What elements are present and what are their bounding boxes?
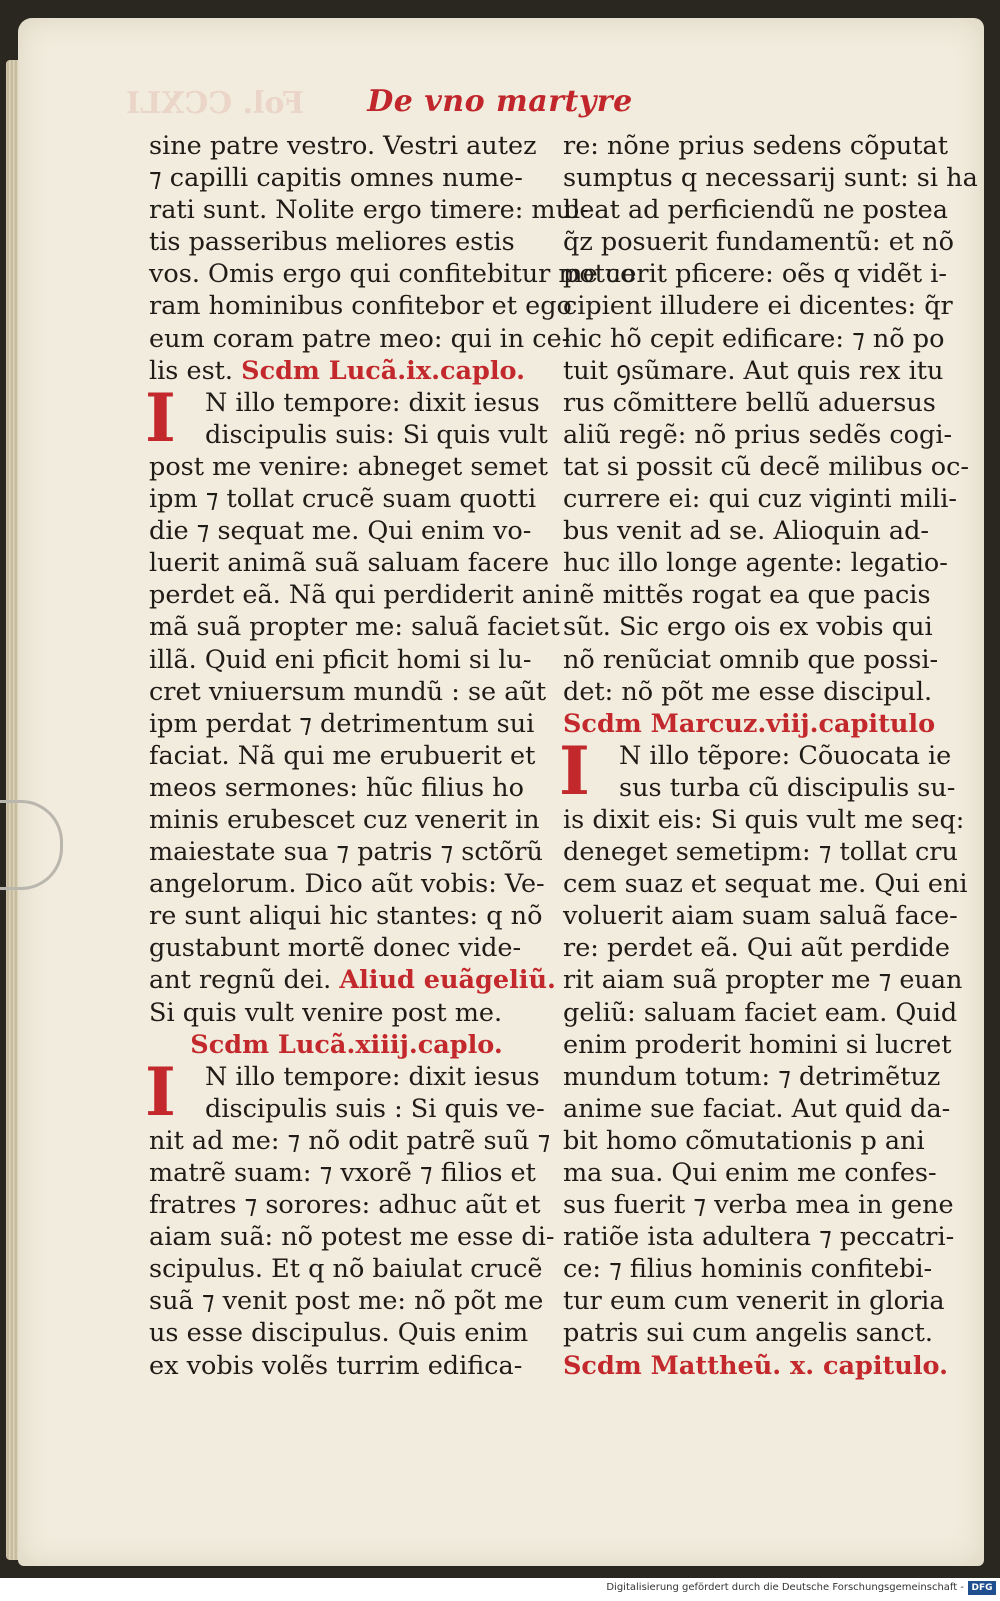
line-text: eum coram patre meo: qui in ce- bbox=[149, 323, 571, 354]
text-line bbox=[149, 355, 544, 387]
line-text: hic hõ cepit edificare: ⁊ nõ po bbox=[563, 323, 945, 354]
text-line bbox=[149, 644, 544, 676]
footer-bar bbox=[0, 1578, 1000, 1601]
text-line bbox=[149, 900, 544, 932]
text-line bbox=[149, 997, 544, 1029]
text-line bbox=[563, 868, 968, 900]
line-text: minis erubescet cuz venerit in bbox=[149, 804, 540, 835]
text-line bbox=[563, 1253, 958, 1285]
line-text: faciat. Nã qui me erubuerit et bbox=[149, 740, 536, 771]
digitization-credit: Digitalisierung gefördert durch die Deutsche Forschungsgemeinschaft - bbox=[606, 1582, 964, 1593]
dfg-logo: DFG bbox=[968, 1581, 996, 1595]
line-text: re: perdet eã. Qui aũt perdide bbox=[563, 933, 950, 964]
line-text: ipm ⁊ tollat crucẽ suam quotti bbox=[149, 484, 537, 515]
line-text: sus turba cũ discipulis su- bbox=[619, 772, 956, 803]
line-text: discipulis suis: Si quis vult bbox=[205, 419, 548, 450]
line-text: sus fuerit ⁊ verba mea in gene bbox=[563, 1190, 954, 1221]
text-line bbox=[563, 547, 958, 579]
line-text: nẽ mittẽs rogat ea que pacis bbox=[563, 580, 931, 611]
line-text: potuerit pficere: oẽs q vidẽt i- bbox=[563, 259, 947, 290]
text-line bbox=[149, 804, 544, 836]
text-line bbox=[149, 483, 544, 515]
line-text: ex vobis volẽs turrim edifica- bbox=[149, 1350, 523, 1381]
line-text: matrẽ suam: ⁊ vxorẽ ⁊ filios et bbox=[149, 1158, 536, 1188]
initial-capital: I bbox=[145, 378, 176, 457]
text-line bbox=[563, 1221, 958, 1253]
text-line bbox=[149, 226, 544, 258]
left-text-column bbox=[145, 130, 636, 1382]
line-text: angelorum. Dico aũt vobis: Ve- bbox=[149, 869, 545, 900]
line-text: tuit ꝯsũmare. Aut quis rex itu bbox=[563, 355, 944, 386]
rubric-heading: Scdm Lucã.xiiij.caplo. bbox=[190, 1029, 503, 1060]
text-line bbox=[563, 130, 958, 162]
line-text: mã suã propter me: saluã faciet bbox=[149, 612, 560, 643]
text-line bbox=[149, 1285, 544, 1317]
line-text: us esse discipulus. Quis enim bbox=[149, 1318, 529, 1349]
text-line bbox=[149, 772, 544, 804]
text-line bbox=[149, 194, 589, 226]
line-text: currere ei: qui cuz viginti mili- bbox=[563, 484, 957, 515]
text-line bbox=[563, 579, 958, 611]
text-line bbox=[149, 1125, 551, 1157]
line-text: rati sunt. Nolite ergo timere: mul- bbox=[149, 195, 589, 226]
text-line bbox=[149, 932, 544, 964]
text-line bbox=[149, 515, 544, 547]
right-text-column bbox=[559, 130, 978, 1382]
text-line bbox=[149, 1157, 544, 1189]
text-line bbox=[149, 1189, 544, 1221]
line-text: nit ad me: ⁊ nõ odit patrẽ suũ ⁊ bbox=[149, 1125, 551, 1156]
line-text: N illo tempore: dixit iesus bbox=[205, 1061, 540, 1092]
line-text: rit aiam suã propter me ⁊ euan bbox=[563, 965, 963, 996]
line-text: sũt. Sic ergo ois ex vobis qui bbox=[563, 612, 933, 643]
text-line bbox=[149, 323, 571, 355]
rubric-inline: Scdm Lucã.ix.caplo. bbox=[241, 355, 525, 386]
line-text: mundum totum: ⁊ detrimẽtuz bbox=[563, 1061, 941, 1092]
running-head: De vno martyre bbox=[367, 84, 633, 119]
text-line bbox=[563, 1285, 958, 1317]
line-text: ratiõe ista adultera ⁊ peccatri- bbox=[563, 1222, 955, 1253]
line-text: nõ renũciat omnib que possi- bbox=[563, 644, 939, 675]
line-text: post me venire: abneget semet bbox=[149, 451, 549, 482]
text-line bbox=[149, 451, 549, 483]
line-text: re: nõne prius sedens cõputat bbox=[563, 131, 948, 161]
line-text: deneget semetipm: ⁊ tollat cru bbox=[563, 837, 958, 868]
line-text: det: nõ põt me esse discipul. bbox=[563, 676, 933, 707]
text-line bbox=[563, 772, 958, 804]
line-text: cret vniuersum mundũ : se aũt bbox=[149, 676, 547, 707]
line-text: enim proderit homini si lucret bbox=[563, 1029, 952, 1060]
line-text: patris sui cum angelis sanct. bbox=[563, 1318, 933, 1349]
text-line bbox=[563, 355, 958, 387]
line-text: geliũ: saluam faciet eam. Quid bbox=[563, 997, 958, 1028]
line-text: cem suaz et sequat me. Qui eni bbox=[563, 869, 968, 900]
text-line bbox=[563, 1029, 958, 1061]
text-line bbox=[563, 900, 958, 932]
line-text: sumptus q necessarij sunt: si ha bbox=[563, 163, 978, 194]
text-line bbox=[563, 226, 958, 258]
line-text: ⁊ capilli capitis omnes nume- bbox=[149, 163, 523, 194]
text-line bbox=[563, 997, 958, 1029]
line-text: huc illo longe agente: legatio- bbox=[563, 548, 948, 579]
text-line bbox=[149, 708, 544, 740]
line-text: suã ⁊ venit post me: nõ põt me bbox=[149, 1286, 544, 1317]
text-line bbox=[149, 611, 560, 643]
line-text: tis passeribus meliores estis bbox=[149, 227, 515, 258]
text-line bbox=[563, 1061, 958, 1093]
text-line bbox=[149, 258, 636, 290]
text-line bbox=[563, 932, 958, 964]
text-line bbox=[563, 483, 958, 515]
text-line bbox=[563, 1125, 958, 1157]
line-text: voluerit aiam suam saluã face- bbox=[563, 901, 958, 932]
text-line bbox=[563, 451, 970, 483]
line-text: bit homo cõmutationis p ani bbox=[563, 1125, 925, 1156]
line-text: re sunt aliqui hic stantes: q nõ bbox=[149, 901, 543, 932]
line-text: sine patre vestro. Vestri autez bbox=[149, 131, 537, 161]
rubric-heading: Scdm Marcuz.viij.capitulo bbox=[563, 708, 936, 739]
text-line bbox=[149, 419, 548, 451]
line-text: ma sua. Qui enim me confes- bbox=[563, 1158, 937, 1188]
text-line bbox=[563, 162, 978, 194]
text-line bbox=[149, 1350, 544, 1382]
text-line bbox=[563, 676, 958, 708]
line-text: discipulis suis : Si quis ve- bbox=[205, 1093, 545, 1124]
line-text: perdet eã. Nã qui perdiderit ani bbox=[149, 580, 562, 611]
line-text: meos sermones: hũc filius ho bbox=[149, 772, 524, 803]
line-text: ipm perdat ⁊ detrimentum sui bbox=[149, 708, 535, 739]
line-text: fratres ⁊ sorores: adhuc aũt et bbox=[149, 1190, 541, 1221]
text-line bbox=[149, 964, 556, 996]
text-line bbox=[563, 644, 958, 676]
text-line bbox=[563, 836, 958, 868]
text-line bbox=[563, 194, 958, 226]
line-text: cipient illudere ei dicentes: q̃r bbox=[563, 291, 953, 322]
line-text: tur eum cum venerit in gloria bbox=[563, 1286, 945, 1317]
line-text: ce: ⁊ filius hominis confitebi- bbox=[563, 1254, 933, 1285]
text-line bbox=[563, 515, 958, 547]
text-line bbox=[149, 868, 544, 900]
text-line bbox=[563, 804, 965, 836]
line-text: ant regnũ dei. bbox=[149, 965, 332, 996]
line-text: gustabunt mortẽ donec vide- bbox=[149, 933, 522, 964]
text-line bbox=[563, 611, 958, 643]
line-text: Si quis vult venire post me. bbox=[149, 997, 503, 1028]
text-line bbox=[563, 1317, 958, 1349]
text-line bbox=[563, 1093, 958, 1125]
text-line bbox=[149, 740, 544, 772]
line-text: N illo tempore: dixit iesus bbox=[205, 387, 540, 418]
text-line bbox=[149, 836, 544, 868]
line-text: illã. Quid eni pficit homi si lu- bbox=[149, 644, 532, 675]
line-text: q̃z posuerit fundamentũ: et nõ bbox=[563, 227, 954, 258]
bleed-through-folio: Fol. CCXLI bbox=[126, 86, 305, 121]
line-text: N illo tẽpore: Cõuocata ie bbox=[619, 740, 952, 771]
line-text: aliũ regẽ: nõ prius sedẽs cogi- bbox=[563, 419, 953, 450]
line-text: vos. Omis ergo qui confitebitur me co bbox=[149, 259, 636, 290]
text-line bbox=[149, 1253, 544, 1285]
initial-capital: I bbox=[559, 731, 590, 810]
text-line bbox=[149, 162, 544, 194]
text-line bbox=[149, 676, 547, 708]
line-text: die ⁊ sequat me. Qui enim vo- bbox=[149, 516, 532, 547]
line-text: aiam suã: nõ potest me esse di- bbox=[149, 1222, 555, 1253]
text-line bbox=[563, 323, 958, 355]
text-line bbox=[563, 290, 958, 322]
line-text: ram hominibus confitebor et ego bbox=[149, 291, 572, 322]
text-line bbox=[563, 964, 963, 996]
line-text: lis est. bbox=[149, 355, 234, 386]
line-text: bus venit ad se. Alioquin ad- bbox=[563, 516, 930, 547]
text-line bbox=[563, 1157, 958, 1189]
text-line bbox=[149, 1317, 544, 1349]
rubric-inline: Aliud euãgeliũ. bbox=[339, 965, 556, 996]
text-line bbox=[149, 1093, 544, 1125]
text-line bbox=[563, 1189, 958, 1221]
text-line bbox=[149, 579, 562, 611]
text-line bbox=[563, 419, 958, 451]
initial-capital: I bbox=[145, 1052, 176, 1131]
line-text: maiestate sua ⁊ patris ⁊ sctõrũ bbox=[149, 837, 543, 868]
line-text: anime sue faciat. Aut quid da- bbox=[563, 1093, 951, 1124]
line-text: beat ad perficiendũ ne postea bbox=[563, 195, 948, 226]
text-line bbox=[563, 258, 958, 290]
text-line bbox=[563, 387, 958, 419]
text-line bbox=[149, 130, 544, 162]
line-text: luerit animã suã saluam facere bbox=[149, 548, 550, 579]
rubric-heading: Scdm Mattheũ. x. capitulo. bbox=[563, 1350, 948, 1381]
line-text: is dixit eis: Si quis vult me seq: bbox=[563, 804, 965, 835]
line-text: rus cõmittere bellũ aduersus bbox=[563, 387, 936, 418]
text-line bbox=[149, 547, 550, 579]
text-line bbox=[149, 1221, 555, 1253]
line-text: scipulus. Et q nõ baiulat crucẽ bbox=[149, 1254, 543, 1285]
text-line bbox=[149, 290, 572, 322]
line-text: tat si possit cũ decẽ milibus oc- bbox=[563, 451, 970, 482]
